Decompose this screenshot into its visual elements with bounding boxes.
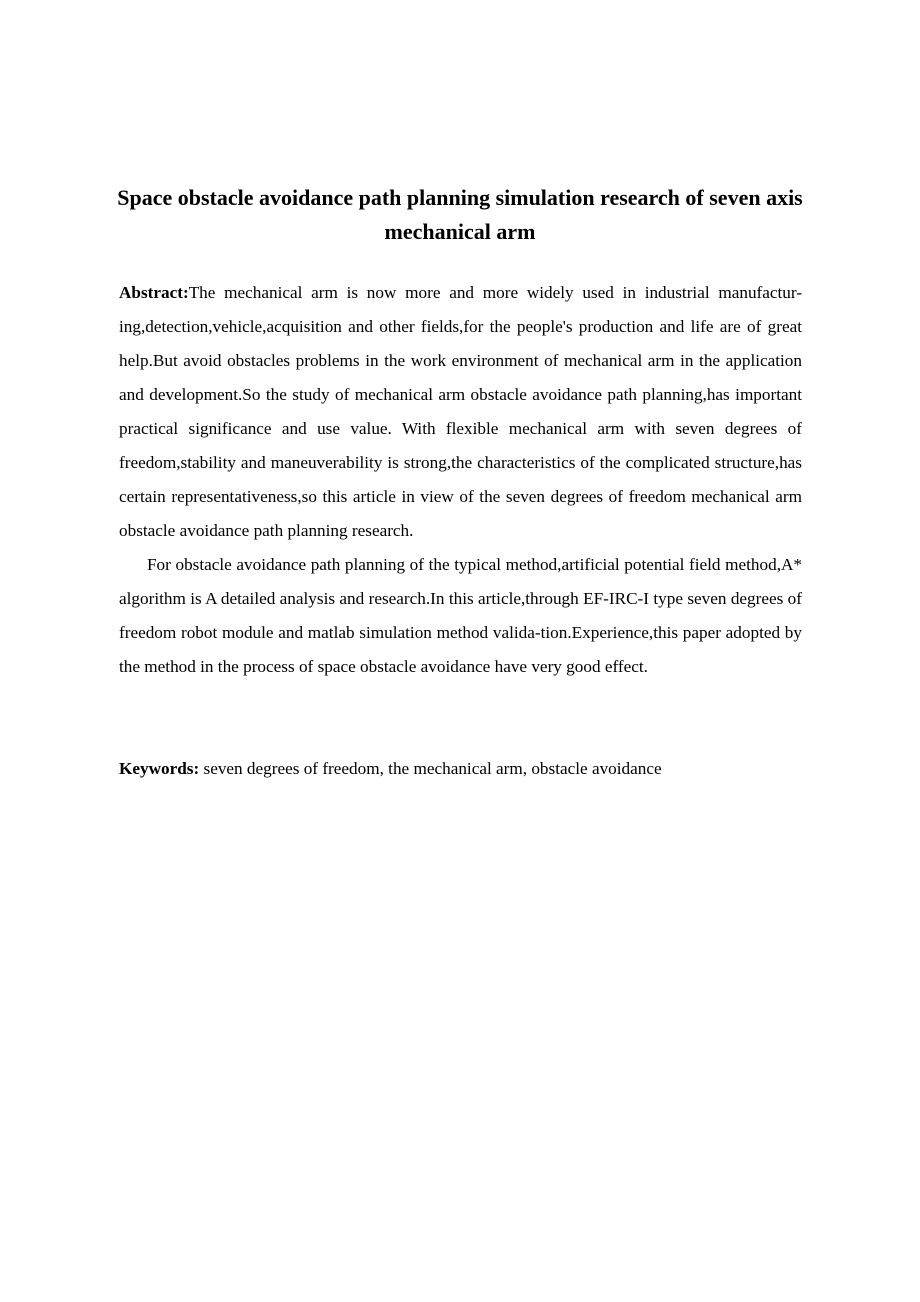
keywords-label: Keywords: [119, 759, 200, 778]
abstract-paragraph-2: For obstacle avoidance path planning of the typical method,artificial potential field method,A* algorithm is A detailed analysis and research.In this article,through EF-IRC-I type seven degrees of freedom robot module and matlab simulation method valida-tion.Experience,this paper adopted by the method in the process of space obstacle avoidance have very good effect. [119, 555, 802, 676]
abstract-section [119, 276, 802, 684]
keywords-text: seven degrees of freedom, the mechanical arm, obstacle avoidance [199, 759, 662, 778]
abstract-text-1: The mechanical arm is now more and more widely used in industrial manufactur-ing,detection,vehicle,acquisition and other fields,for the people's production and life are of great help.But avoid obstacles problems in the work environment of mechanical arm in the application and development.So the study of mechanical arm obstacle avoidance path planning,has important practical significance and use value. With flexible mechanical arm with seven degrees of freedom,stability and maneuverability is strong,the characteristics of the complicated structure,has certain representativeness,so this article in view of the seven degrees of freedom mechanical arm obstacle avoidance path planning research. [119, 283, 802, 540]
keywords-line [119, 752, 802, 786]
abstract-paragraph-1 [119, 276, 802, 548]
paper-title: Space obstacle avoidance path planning simulation research of seven axis mechanical arm [117, 185, 803, 244]
abstract-label: Abstract: [119, 283, 189, 302]
